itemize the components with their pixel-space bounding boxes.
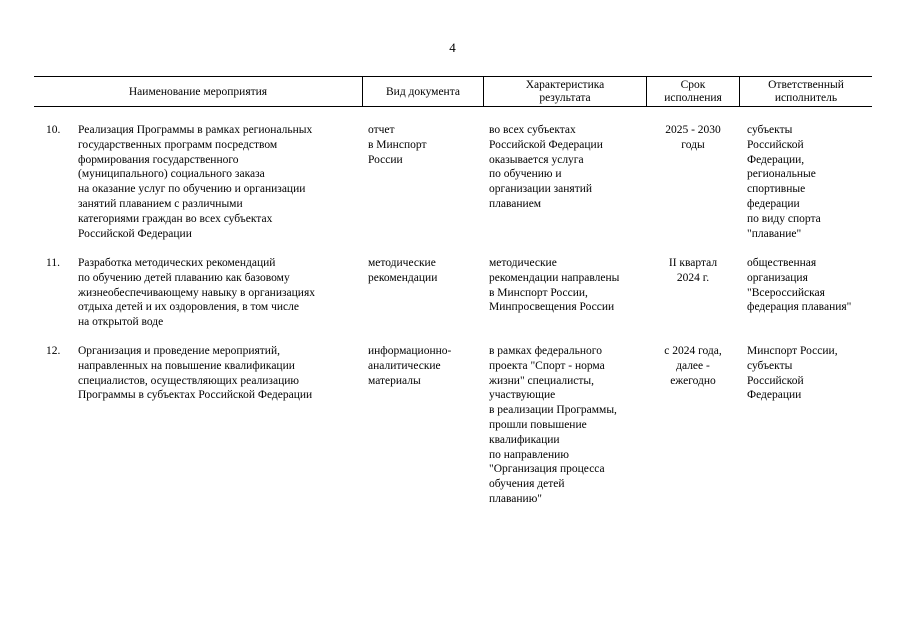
row-result: во всех субъектах Российской Федерации оказывается услуга по обучению и организации занятий плаванием: [489, 124, 603, 210]
row-executor: Минспорт России, субъекты Российской Федерации: [747, 345, 838, 402]
header-executor: Ответственный исполнитель: [768, 79, 844, 104]
header-bottom-border: [34, 106, 872, 107]
row-number: 10.: [46, 124, 61, 136]
row-name: Организация и проведение мероприятий, направленных на повышение квалификации специалистов, осуществляющих реализацию Программы в субъектах Российской Федерации: [78, 345, 313, 402]
row-name: Разработка методических рекомендаций по обучению детей плаванию как базовому жизнеобеспечивающему навыку в организациях отдыха детей и их оздоровления, в том числе на открытой воде: [78, 257, 315, 329]
row-executor: субъекты Российской Федерации, региональные спортивные федерации по виду спорта "плавание": [747, 124, 821, 240]
row-result: в рамках федерального проекта "Спорт - норма жизни" специалисты, участвующие в реализации Программы, прошли повышение квалификации по направлению "Организация процесса обучения детей плаванию": [489, 345, 617, 505]
row-result: методические рекомендации направлены в Минспорт России, Минпросвещения России: [489, 257, 620, 314]
row-number: 11.: [46, 257, 60, 269]
header-name: Наименование мероприятия: [128, 85, 268, 98]
page-number: 4: [449, 40, 456, 55]
row-name: Реализация Программы в рамках региональных государственных программ посредством формирования государственного (муниципального) социального заказа на оказание услуг по обучению и организации занятий плаванием с различными категориями граждан во всех субъектах Российской Федерации: [78, 124, 313, 240]
row-term: II квартал 2024 г.: [668, 257, 718, 284]
header-term: Срок исполнения: [664, 79, 722, 104]
header-doc: Вид документа: [386, 85, 460, 98]
row-doc: информационно- аналитические материалы: [368, 345, 452, 387]
header-result: Характеристика результата: [525, 79, 605, 104]
row-doc: отчет в Минспорт России: [368, 124, 427, 166]
row-number: 12.: [46, 345, 61, 357]
table-top-border: [34, 76, 872, 77]
row-doc: методические рекомендации: [368, 257, 438, 284]
row-term: с 2024 года, далее - ежегодно: [664, 345, 722, 387]
row-executor: общественная организация "Всероссийская федерация плавания": [747, 257, 852, 314]
row-term: 2025 - 2030 годы: [665, 124, 721, 151]
